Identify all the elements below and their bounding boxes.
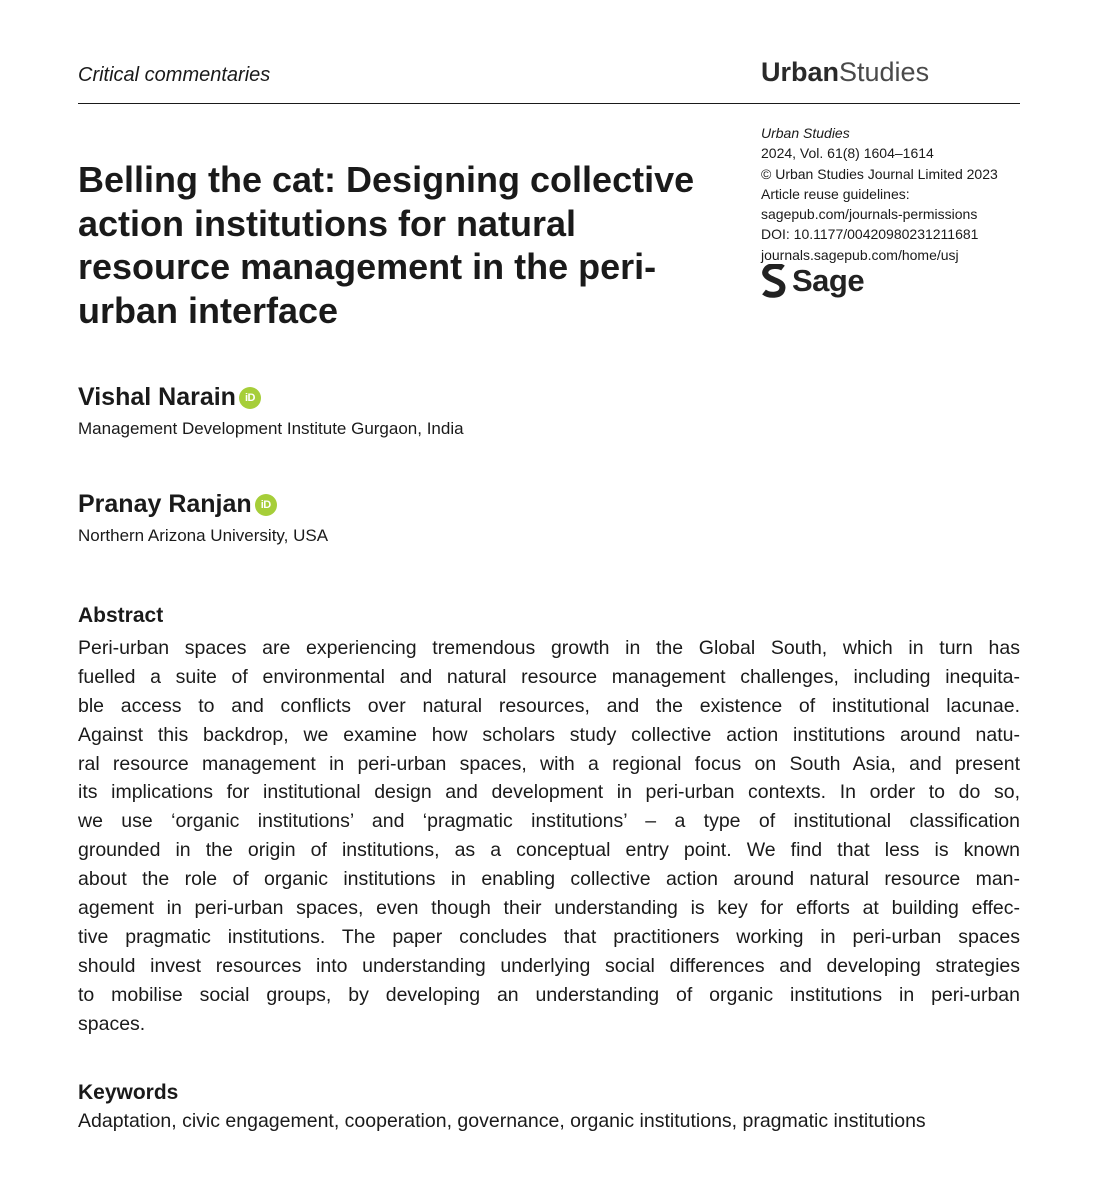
publisher-name: Sage xyxy=(792,263,865,298)
abstract-body xyxy=(78,634,1020,1038)
header-rule xyxy=(78,103,1020,104)
keywords-heading: Keywords xyxy=(78,1081,179,1104)
author-affiliation: Northern Arizona University, USA xyxy=(78,526,329,545)
author-name xyxy=(78,383,261,412)
abstract-heading: Abstract xyxy=(78,604,164,627)
orcid-icon[interactable]: iD xyxy=(255,494,277,516)
abstract-line: grounded in the origin of institutions, as a conceptual entry point. We find that less is known xyxy=(78,839,1020,862)
doi-link[interactable]: DOI: 10.1177/00420980231211681 xyxy=(761,226,979,243)
abstract-line: spaces. xyxy=(78,1012,146,1035)
brand-bold: Urban xyxy=(761,57,840,87)
abstract-line: its implications for institutional design and development in peri-urban contexts. In order to do so, xyxy=(78,781,1020,804)
journal-brand-logo xyxy=(761,57,929,88)
volume-line: 2024, Vol. 61(8) 1604–1614 xyxy=(761,145,934,162)
keywords-list: Adaptation, civic engagement, cooperation, governance, organic institutions, pragmatic institutions xyxy=(78,1110,926,1132)
abstract-line: to mobilise social groups, by developing an understanding of organic institutions in peri-urban xyxy=(78,983,1020,1006)
author-name xyxy=(78,490,277,519)
journal-home-link[interactable]: journals.sagepub.com/home/usj xyxy=(761,246,959,263)
abstract-line: fuelled a suite of environmental and natural resource management challenges, including inequita- xyxy=(78,665,1020,688)
journal-name: Urban Studies xyxy=(761,125,850,141)
abstract-line: Peri-urban spaces are experiencing tremendous growth in the Global South, which in turn has xyxy=(78,637,1020,659)
copyright-line: © Urban Studies Journal Limited 2023 xyxy=(761,165,998,182)
section-label: Critical commentaries xyxy=(78,64,271,86)
abstract-line: we use ‘organic institutions’ and ‘pragmatic institutions’ – a type of institutional classification xyxy=(78,810,1020,833)
brand-light: Studies xyxy=(839,57,930,87)
permissions-link[interactable]: sagepub.com/journals-permissions xyxy=(761,206,978,223)
abstract-line: tive pragmatic institutions. The paper concludes that practitioners working in peri-urban spaces xyxy=(78,925,1020,948)
publisher-logo xyxy=(761,263,864,299)
author-affiliation: Management Development Institute Gurgaon, India xyxy=(78,419,464,438)
orcid-icon[interactable]: iD xyxy=(239,387,261,409)
sage-s-icon xyxy=(761,264,787,298)
journal-info xyxy=(761,123,998,265)
article-title: Belling the cat: Designing collective action institutions for natural resource management in the peri-urban interface xyxy=(78,159,695,331)
reuse-label: Article reuse guidelines: xyxy=(761,185,910,202)
author-name-text: Pranay Ranjan xyxy=(78,490,252,518)
abstract-line: about the role of organic institutions in enabling collective action around natural resource man- xyxy=(78,868,1020,891)
abstract-line: agement in peri-urban spaces, even though their understanding is key for efforts at building effec- xyxy=(78,897,1020,920)
abstract-line: should invest resources into understanding underlying social differences and developing strategies xyxy=(78,954,1020,977)
abstract-line: Against this backdrop, we examine how scholars study collective action institutions around natu- xyxy=(78,723,1020,746)
abstract-line: ral resource management in peri-urban spaces, with a regional focus on South Asia, and present xyxy=(78,752,1020,775)
author-name-text: Vishal Narain xyxy=(78,383,236,411)
abstract-line: ble access to and conflicts over natural resources, and the existence of institutional lacunae. xyxy=(78,694,1020,717)
